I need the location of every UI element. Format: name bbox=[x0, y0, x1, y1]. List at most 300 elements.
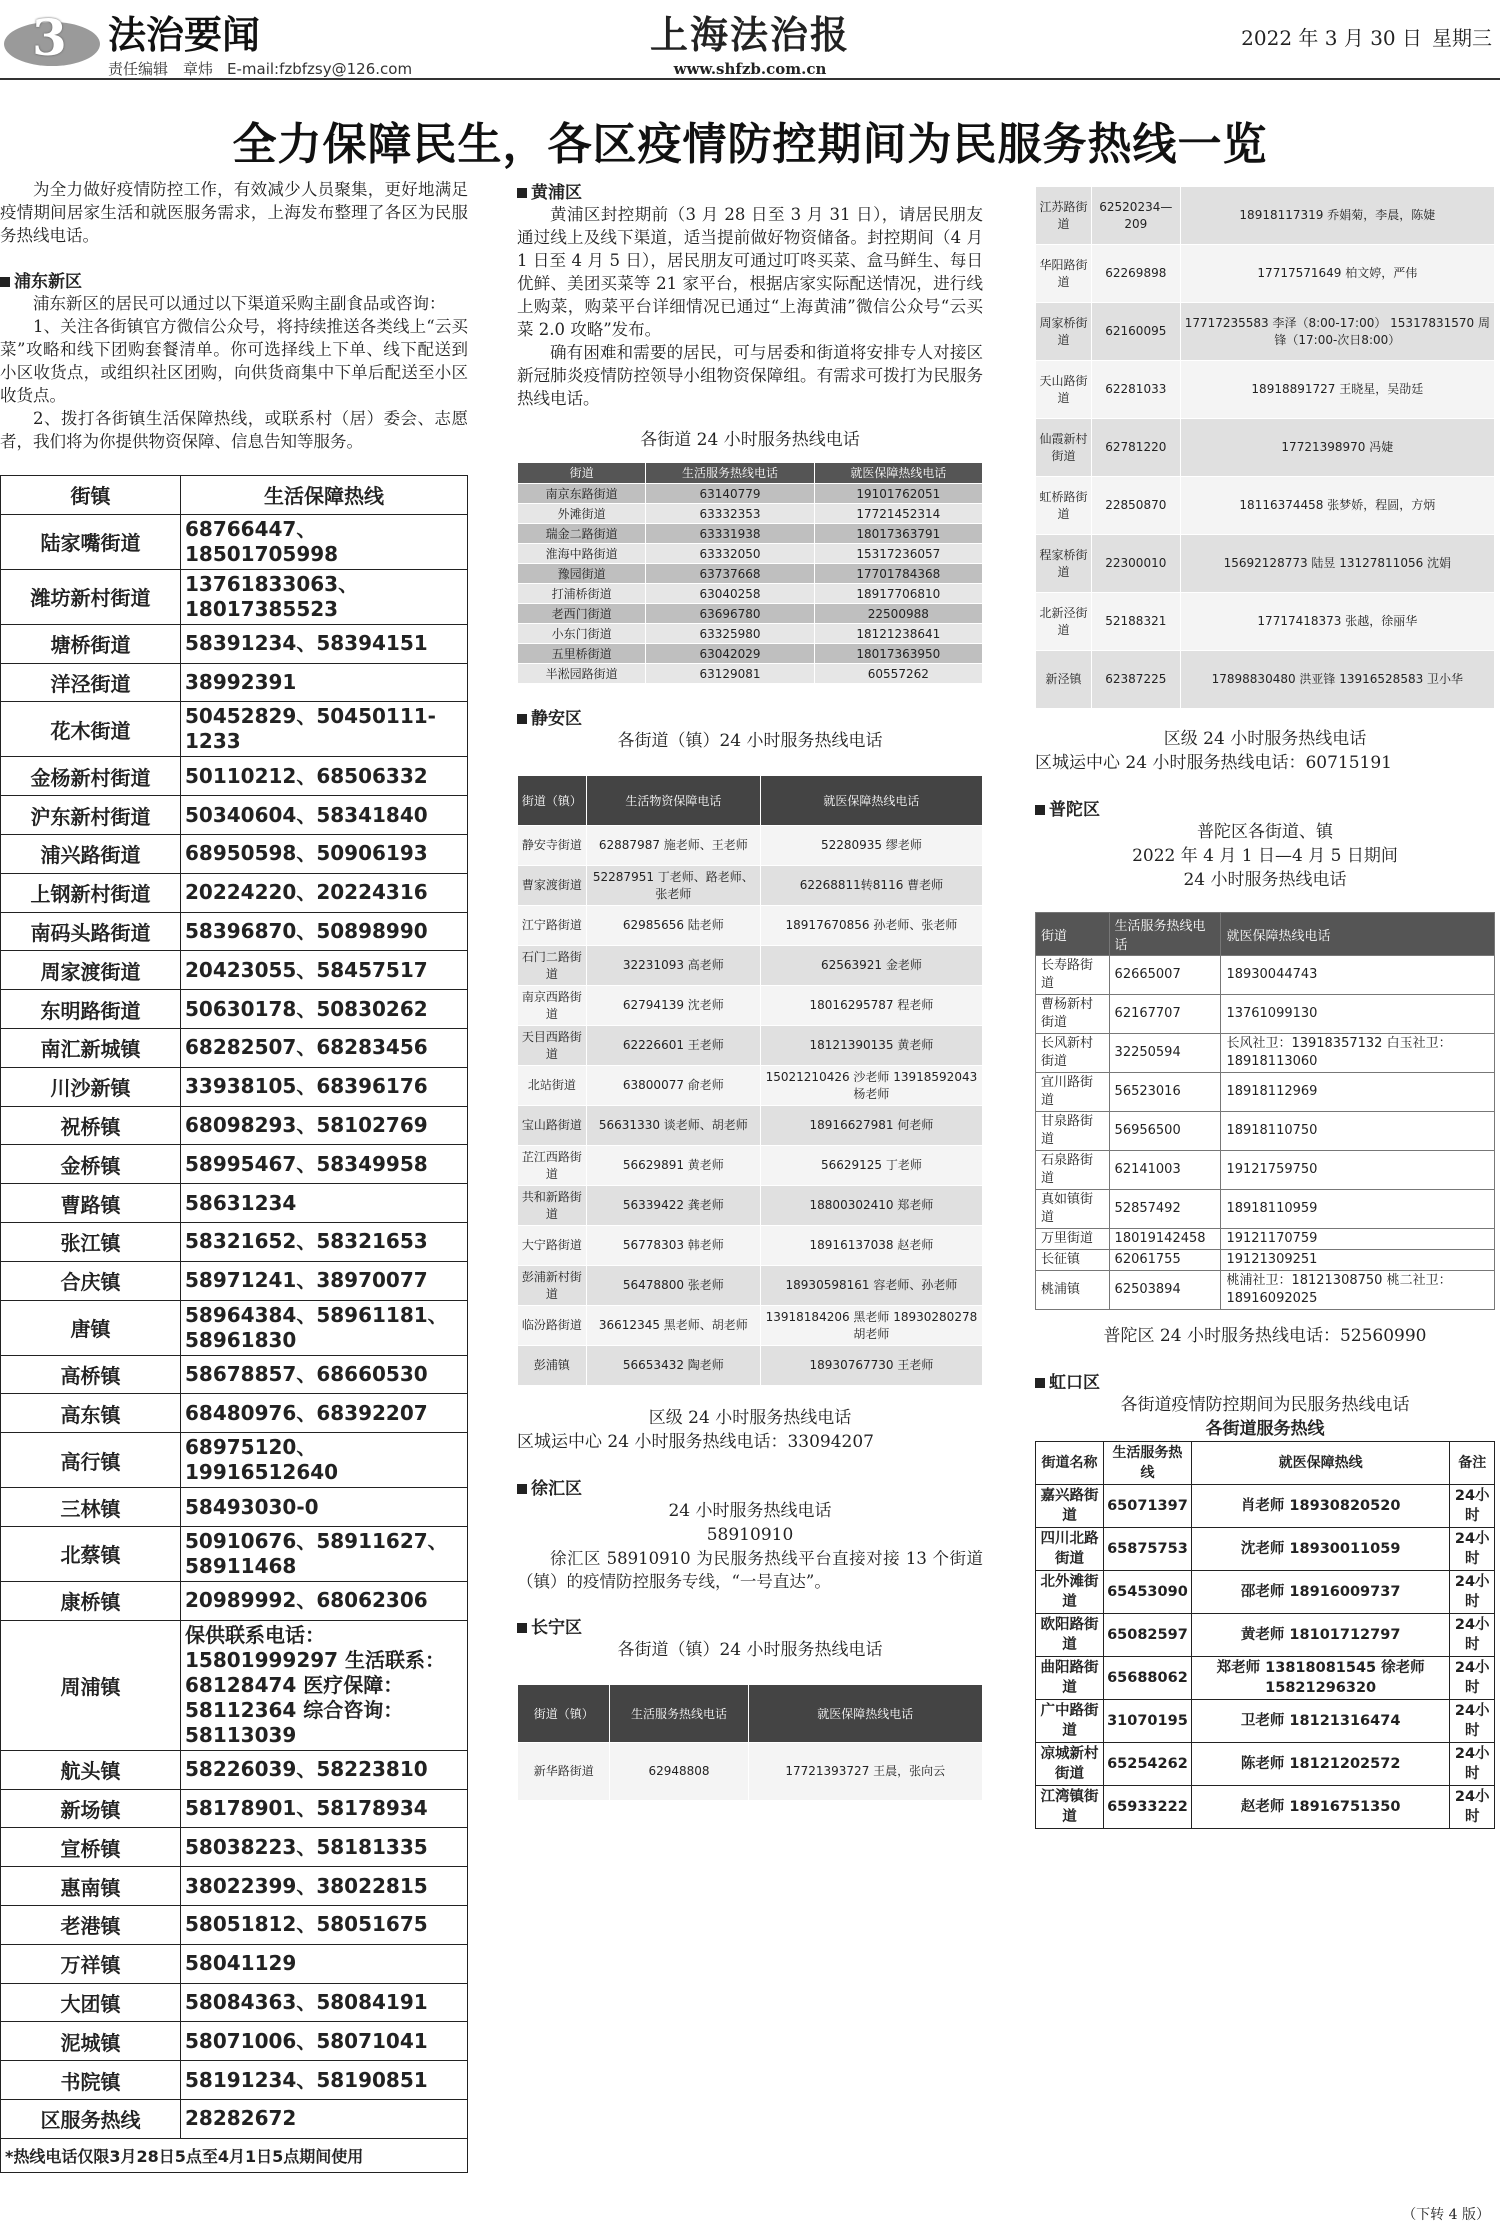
table-cell: 62269898 bbox=[1091, 245, 1180, 303]
table-cell: 58631234 bbox=[181, 1184, 468, 1223]
pudong-table bbox=[0, 475, 468, 2173]
table-row bbox=[518, 1146, 983, 1186]
table-cell: 31070195 bbox=[1103, 1700, 1191, 1743]
table-row bbox=[1036, 1657, 1495, 1700]
table-cell: 17717571649 柏文婷，严伟 bbox=[1180, 245, 1494, 303]
table-row bbox=[518, 866, 983, 906]
table-cell: 桃浦镇 bbox=[1036, 1271, 1110, 1310]
table-cell: 泥城镇 bbox=[1, 2022, 181, 2061]
table-row bbox=[518, 544, 983, 564]
table-cell: 18918110750 bbox=[1221, 1112, 1495, 1151]
jingan-table bbox=[517, 775, 983, 1386]
column-1 bbox=[0, 178, 468, 2173]
table-cell: 陈老师 18121202572 bbox=[1191, 1743, 1450, 1786]
table-row bbox=[518, 1266, 983, 1306]
table-cell: 17717418373 张越，徐丽华 bbox=[1180, 593, 1494, 651]
table-row bbox=[1036, 1112, 1495, 1151]
table-cell: 62226601 王老师 bbox=[586, 1026, 760, 1066]
district-line: 区级 24 小时服务热线电话 bbox=[648, 1408, 852, 1428]
table-cell: 合庆镇 bbox=[1, 1261, 181, 1300]
table-row bbox=[1036, 535, 1495, 593]
table-cell: 24小时 bbox=[1450, 1528, 1495, 1571]
table-note-row bbox=[1, 2138, 468, 2172]
table-row bbox=[1, 1789, 468, 1828]
table-cell: 28282672 bbox=[181, 2099, 468, 2138]
table-cell: 56631330 谈老师、胡老师 bbox=[586, 1106, 760, 1146]
table-cell: 黄老师 18101712797 bbox=[1191, 1614, 1450, 1657]
table-cell: 肖老师 18930820520 bbox=[1191, 1485, 1450, 1528]
table-cell: 花木街道 bbox=[1, 702, 181, 757]
table-cell: 彭浦镇 bbox=[518, 1346, 587, 1386]
table-row bbox=[518, 1106, 983, 1146]
table-cell: 50630178、50830262 bbox=[181, 990, 468, 1029]
table-cell: 60557262 bbox=[814, 664, 982, 684]
table-cell: 北蔡镇 bbox=[1, 1526, 181, 1581]
table-cell: 65254262 bbox=[1103, 1743, 1191, 1786]
table-row bbox=[518, 1226, 983, 1266]
text-line: 各街道疫情防控期间为民服务热线电话 bbox=[1120, 1395, 1410, 1415]
table-cell: 58226039、58223810 bbox=[181, 1750, 468, 1789]
table-cell: 52280935 缪老师 bbox=[760, 826, 982, 866]
table-cell: 南京东路街道 bbox=[518, 484, 646, 504]
table-cell: 65875753 bbox=[1103, 1528, 1191, 1571]
table-row bbox=[1, 1905, 468, 1944]
table-cell: 58191234、58190851 bbox=[181, 2061, 468, 2100]
table-cell: 新泾镇 bbox=[1036, 651, 1092, 709]
table-cell: 13761099130 bbox=[1221, 995, 1495, 1034]
table-row bbox=[1, 1488, 468, 1527]
table-cell: 18918112969 bbox=[1221, 1073, 1495, 1112]
table-cell: 南京西路街道 bbox=[518, 986, 587, 1026]
table-cell: 彭浦新村街道 bbox=[518, 1266, 587, 1306]
table-cell: 18121238641 bbox=[814, 624, 982, 644]
table-cell: 58391234、58394151 bbox=[181, 624, 468, 663]
table-cell: 68975120、19916512640 bbox=[181, 1433, 468, 1488]
table-row bbox=[1036, 1271, 1495, 1310]
table-cell: 南码头路街道 bbox=[1, 912, 181, 951]
paragraph: 徐汇区 58910910 为民服务热线平台直接对接 13 个街道（镇）的疫情防控服务专线，“一号直达”。 bbox=[517, 1549, 983, 1591]
table-row bbox=[1, 514, 468, 569]
table-row bbox=[1, 1983, 468, 2022]
table-cell: 63129081 bbox=[646, 664, 814, 684]
table-cell: 老港镇 bbox=[1, 1905, 181, 1944]
table-row bbox=[1, 1581, 468, 1620]
table-row bbox=[1, 873, 468, 912]
table-cell: 56478800 张老师 bbox=[586, 1266, 760, 1306]
table-cell: 小东门街道 bbox=[518, 624, 646, 644]
table-header: 生活服务热线电话 bbox=[646, 463, 814, 484]
table-cell: 22850870 bbox=[1091, 477, 1180, 535]
table-cell: 15317236057 bbox=[814, 544, 982, 564]
continued-note: （下转 4 版） bbox=[1402, 2207, 1490, 2223]
table-cell: 天目西路街道 bbox=[518, 1026, 587, 1066]
table-cell: 62563921 金老师 bbox=[760, 946, 982, 986]
table-cell: 北新泾街道 bbox=[1036, 593, 1092, 651]
table-cell: 56629125 丁老师 bbox=[760, 1146, 982, 1186]
table-cell: 24小时 bbox=[1450, 1485, 1495, 1528]
page-header bbox=[0, 0, 1500, 80]
table-cell: 18916627981 何老师 bbox=[760, 1106, 982, 1146]
table-cell: 金桥镇 bbox=[1, 1145, 181, 1184]
table-row bbox=[1036, 1190, 1495, 1229]
table-cell: 江湾镇街道 bbox=[1036, 1786, 1104, 1829]
table-cell: 五里桥街道 bbox=[518, 644, 646, 664]
table-row bbox=[1, 663, 468, 702]
table-cell: 长寿路街道 bbox=[1036, 956, 1110, 995]
table-row bbox=[1036, 303, 1495, 361]
table-cell: 62503894 bbox=[1109, 1271, 1221, 1310]
table-cell: 58071006、58071041 bbox=[181, 2022, 468, 2061]
table-row bbox=[1, 1620, 468, 1750]
table-row bbox=[1036, 956, 1495, 995]
table-row bbox=[1, 624, 468, 663]
table-cell: 18917670856 孙老师、张老师 bbox=[760, 906, 982, 946]
column-2 bbox=[517, 178, 983, 1801]
table-cell: 天山路街道 bbox=[1036, 361, 1092, 419]
table-cell: 豫园街道 bbox=[518, 564, 646, 584]
table-row bbox=[1036, 1743, 1495, 1786]
table-cell: 19121309251 bbox=[1221, 1250, 1495, 1271]
table-cell: 58038223、58181335 bbox=[181, 1828, 468, 1867]
district-line: 区级 24 小时服务热线电话 bbox=[1163, 729, 1367, 749]
table-cell: 63800077 俞老师 bbox=[586, 1066, 760, 1106]
paragraph: 黄浦区封控期前（3 月 28 日至 3 月 31 日），请居民朋友通过线上及线下渠道，适当提前做好物资储备。封控期间（4 月 1 日至 4 月 5 日），居民朋友可通过叮咚买菜、盒马鲜生、每日优鲜、美团买菜等 21 家平台，根据店家实际配送情况，进行线上购菜，购菜平台详细情况已通过“上海黄浦”微信公众号“云买菜 2.0 攻略”发布。 bbox=[517, 205, 983, 339]
table-cell: 陆家嘴街道 bbox=[1, 514, 181, 569]
table-cell: 63737668 bbox=[646, 564, 814, 584]
table-cell: 虹桥路街道 bbox=[1036, 477, 1092, 535]
table-row bbox=[1036, 1614, 1495, 1657]
table-cell: 甘泉路街道 bbox=[1036, 1112, 1110, 1151]
table-row bbox=[1036, 651, 1495, 709]
editor-line: 责任编辑 章炜 E-mail:fzbfzsy@126.com bbox=[108, 60, 413, 78]
table-cell: 川沙新镇 bbox=[1, 1067, 181, 1106]
table-row bbox=[1, 1433, 468, 1488]
table-cell: 18918891727 王晓星，吴劭廷 bbox=[1180, 361, 1494, 419]
table-cell: 航头镇 bbox=[1, 1750, 181, 1789]
table-row bbox=[518, 826, 983, 866]
table-cell: 沪东新村街道 bbox=[1, 796, 181, 835]
table-cell: 58051812、58051675 bbox=[181, 1905, 468, 1944]
hongkou-table bbox=[1035, 1441, 1495, 1829]
table-cell: 真如镇街道 bbox=[1036, 1190, 1110, 1229]
table-header-row bbox=[518, 1685, 983, 1743]
text-line: 24 小时服务热线电话 bbox=[668, 1501, 832, 1521]
table-cell: 58178901、58178934 bbox=[181, 1789, 468, 1828]
table-row bbox=[1, 951, 468, 990]
table-header: 生活保障热线 bbox=[181, 476, 468, 515]
table-cell: 18917706810 bbox=[814, 584, 982, 604]
table-cell: 四川北路街道 bbox=[1036, 1528, 1104, 1571]
table-cell: 华阳路街道 bbox=[1036, 245, 1092, 303]
section-heading-pudong: 浦东新区 bbox=[0, 267, 468, 292]
table-row bbox=[1, 912, 468, 951]
table-row bbox=[1036, 1073, 1495, 1112]
table-cell: 62160095 bbox=[1091, 303, 1180, 361]
table-cell: 63140779 bbox=[646, 484, 814, 504]
table-cell: 24小时 bbox=[1450, 1700, 1495, 1743]
table-row bbox=[518, 1346, 983, 1386]
table-cell: 63331938 bbox=[646, 524, 814, 544]
table-cell: 潍坊新村街道 bbox=[1, 569, 181, 624]
table-cell: 19101762051 bbox=[814, 484, 982, 504]
table-cell: 62985656 陆老师 bbox=[586, 906, 760, 946]
table-row bbox=[518, 624, 983, 644]
table-cell: 塘桥街道 bbox=[1, 624, 181, 663]
table-cell: 18116374458 张梦娇，程圆，方炳 bbox=[1180, 477, 1494, 535]
table-cell: 24小时 bbox=[1450, 1743, 1495, 1786]
district-line: 区城运中心 24 小时服务热线电话：60715191 bbox=[1035, 753, 1392, 773]
table-cell: 宝山路街道 bbox=[518, 1106, 587, 1146]
table-cell: 宣桥镇 bbox=[1, 1828, 181, 1867]
table-cell: 广中路街道 bbox=[1036, 1700, 1104, 1743]
table-header: 就医保障热线电话 bbox=[814, 463, 982, 484]
table-header: 街道 bbox=[1036, 913, 1110, 956]
table-cell: 62520234—209 bbox=[1091, 187, 1180, 245]
table-cell: 书院镇 bbox=[1, 2061, 181, 2100]
table-cell: 65453090 bbox=[1103, 1571, 1191, 1614]
table-cell: 高桥镇 bbox=[1, 1355, 181, 1394]
huangpu-table bbox=[517, 462, 983, 684]
table-row bbox=[1, 1067, 468, 1106]
table-row bbox=[518, 604, 983, 624]
table-cell: 68950598、50906193 bbox=[181, 834, 468, 873]
table-cell: 52188321 bbox=[1091, 593, 1180, 651]
issue-date: 2022 年 3 月 30 日 星期三 bbox=[1241, 26, 1492, 50]
table-row bbox=[1, 1222, 468, 1261]
table-row bbox=[1, 702, 468, 757]
table-cell: 唐镇 bbox=[1, 1300, 181, 1355]
table-cell: 沈老师 18930011059 bbox=[1191, 1528, 1450, 1571]
table-cell: 浦兴路街道 bbox=[1, 834, 181, 873]
table-row bbox=[1036, 593, 1495, 651]
table-row bbox=[518, 664, 983, 684]
article-title: 全力保障民生，各区疫情防控期间为民服务热线一览 bbox=[232, 119, 1268, 170]
table-cell: 石泉路街道 bbox=[1036, 1151, 1110, 1190]
table-cell: 康桥镇 bbox=[1, 1581, 181, 1620]
table-cell: 惠南镇 bbox=[1, 1867, 181, 1906]
table-cell: 58678857、68660530 bbox=[181, 1355, 468, 1394]
table-cell: 56778303 韩老师 bbox=[586, 1226, 760, 1266]
table-cell: 打浦桥街道 bbox=[518, 584, 646, 604]
table-cell: 62281033 bbox=[1091, 361, 1180, 419]
table-header-row bbox=[1036, 1442, 1495, 1485]
table-row bbox=[1, 796, 468, 835]
table-row bbox=[1, 2099, 468, 2138]
table-row bbox=[1036, 1786, 1495, 1829]
table-cell: 22300010 bbox=[1091, 535, 1180, 593]
table-cell: 50452829、50450111-1233 bbox=[181, 702, 468, 757]
section-heading-hongkou: 虹口区 bbox=[1035, 1368, 1495, 1393]
table-cell: 38022399、38022815 bbox=[181, 1867, 468, 1906]
table-row bbox=[1036, 1250, 1495, 1271]
table-row bbox=[518, 1066, 983, 1106]
table-cell: 北站街道 bbox=[518, 1066, 587, 1106]
table-row bbox=[518, 1306, 983, 1346]
table-cell: 68480976、68392207 bbox=[181, 1394, 468, 1433]
table-row bbox=[1036, 1528, 1495, 1571]
table-cell: 20224220、20224316 bbox=[181, 873, 468, 912]
table-cell: 区服务热线 bbox=[1, 2099, 181, 2138]
table-header: 街道 bbox=[518, 463, 646, 484]
table-cell: 北外滩街道 bbox=[1036, 1571, 1104, 1614]
table-cell: 宜川路街道 bbox=[1036, 1073, 1110, 1112]
table-row bbox=[518, 1743, 983, 1801]
table-cell: 18930598161 容老师、孙老师 bbox=[760, 1266, 982, 1306]
table-row bbox=[1036, 1151, 1495, 1190]
table-cell: 50910676、58911627、58911468 bbox=[181, 1526, 468, 1581]
table-cell: 大团镇 bbox=[1, 1983, 181, 2022]
table-cell: 56956500 bbox=[1109, 1112, 1221, 1151]
text-line: 24 小时服务热线电话 bbox=[1183, 870, 1347, 890]
table-row bbox=[1036, 1034, 1495, 1073]
table-cell: 13918184206 黑老师 18930280278 胡老师 bbox=[760, 1306, 982, 1346]
table-cell: 嘉兴路街道 bbox=[1036, 1485, 1104, 1528]
table-header: 就医保障热线 bbox=[1191, 1442, 1450, 1485]
table-cell: 24小时 bbox=[1450, 1786, 1495, 1829]
section-heading-huangpu: 黄浦区 bbox=[517, 178, 983, 203]
table-cell: 瑞金二路街道 bbox=[518, 524, 646, 544]
table-cell: 周家桥街道 bbox=[1036, 303, 1092, 361]
table-cell: 曹杨新村街道 bbox=[1036, 995, 1110, 1034]
table-cell: 58321652、58321653 bbox=[181, 1222, 468, 1261]
table-cell: 静安寺街道 bbox=[518, 826, 587, 866]
table-cell: 18800302410 郑老师 bbox=[760, 1186, 982, 1226]
table-row bbox=[1, 1261, 468, 1300]
section-heading-xuhui: 徐汇区 bbox=[517, 1474, 983, 1499]
table-row bbox=[1036, 419, 1495, 477]
table-row bbox=[518, 564, 983, 584]
table-cell: 共和新路街道 bbox=[518, 1186, 587, 1226]
table-row bbox=[518, 484, 983, 504]
table-row bbox=[1036, 245, 1495, 303]
table-cell: 17898830480 洪亚锋 13916528583 卫小华 bbox=[1180, 651, 1494, 709]
table-row bbox=[518, 1186, 983, 1226]
table-cell: 68766447、18501705998 bbox=[181, 514, 468, 569]
table-cell: 18930767730 王老师 bbox=[760, 1346, 982, 1386]
table-cell: 仙霞新村街道 bbox=[1036, 419, 1092, 477]
table-row bbox=[518, 946, 983, 986]
table-row bbox=[518, 504, 983, 524]
table-cell: 38992391 bbox=[181, 663, 468, 702]
table-row bbox=[518, 986, 983, 1026]
table-row bbox=[1, 1750, 468, 1789]
table-row bbox=[1, 1106, 468, 1145]
table-cell: 桃浦社卫：18121308750 桃二社卫：18916092025 bbox=[1221, 1271, 1495, 1310]
table-cell: 36612345 黑老师、胡老师 bbox=[586, 1306, 760, 1346]
table-cell: 南汇新城镇 bbox=[1, 1028, 181, 1067]
table-cell: 17721398970 冯婕 bbox=[1180, 419, 1494, 477]
table-cell: 50110212、68506332 bbox=[181, 757, 468, 796]
table-row bbox=[1, 1300, 468, 1355]
table-cell: 淮海中路街道 bbox=[518, 544, 646, 564]
table-cell: 62387225 bbox=[1091, 651, 1180, 709]
changning-table-part2 bbox=[1035, 186, 1495, 709]
table-header: 就医保障热线电话 bbox=[760, 776, 982, 826]
table-cell: 老西门街道 bbox=[518, 604, 646, 624]
table-header: 街道名称 bbox=[1036, 1442, 1104, 1485]
table-cell: 张江镇 bbox=[1, 1222, 181, 1261]
table-row bbox=[1, 757, 468, 796]
table-header: 街道（镇） bbox=[518, 776, 587, 826]
table-cell: 长征镇 bbox=[1036, 1250, 1110, 1271]
table-title: 各街道 24 小时服务热线电话 bbox=[640, 430, 860, 450]
table-cell: 63325980 bbox=[646, 624, 814, 644]
table-cell: 63332353 bbox=[646, 504, 814, 524]
table-cell: 58995467、58349958 bbox=[181, 1145, 468, 1184]
table-cell: 24小时 bbox=[1450, 1657, 1495, 1700]
table-cell: 58964384、58961181、58961830 bbox=[181, 1300, 468, 1355]
table-cell: 郑老师 13818081545 徐老师 15821296320 bbox=[1191, 1657, 1450, 1700]
table-cell: 56339422 龚老师 bbox=[586, 1186, 760, 1226]
text-line: 普陀区各街道、镇 bbox=[1197, 822, 1333, 842]
paragraph: 确有困难和需要的居民，可与居委和街道将安排专人对接区新冠肺炎疫情防控领导小组物资保障组。有需求可拨打为民服务热线电话。 bbox=[517, 343, 983, 408]
table-cell: 卫老师 18121316474 bbox=[1191, 1700, 1450, 1743]
table-row bbox=[1, 1867, 468, 1906]
table-header-row bbox=[518, 463, 983, 484]
table-cell: 曹路镇 bbox=[1, 1184, 181, 1223]
table-cell: 58084363、58084191 bbox=[181, 1983, 468, 2022]
table-cell: 曲阳路街道 bbox=[1036, 1657, 1104, 1700]
paragraph: 1、关注各街镇官方微信公众号，将持续推送各类线上“云买菜”攻略和线下团购套餐清单。你可选择线上下单、线下配送到小区收货点，或组织社区团购，向供货商集中下单后配送至小区收货点。 bbox=[0, 317, 468, 405]
table-cell: 新场镇 bbox=[1, 1789, 181, 1828]
table-cell: 赵老师 18916751350 bbox=[1191, 1786, 1450, 1829]
table-cell: 周家渡街道 bbox=[1, 951, 181, 990]
table-cell: 18930044743 bbox=[1221, 956, 1495, 995]
table-cell: 江苏路街道 bbox=[1036, 187, 1092, 245]
table-cell: 58493030-0 bbox=[181, 1488, 468, 1527]
table-cell: 芷江西路街道 bbox=[518, 1146, 587, 1186]
paragraph: 浦东新区的居民可以通过以下渠道采购主副食品或咨询： bbox=[33, 294, 446, 313]
paragraph: 2、拨打各街镇生活保障热线，或联系村（居）委会、志愿者，我们将为你提供物资保障、信息告知等服务。 bbox=[0, 409, 468, 451]
table-cell: 石门二路街道 bbox=[518, 946, 587, 986]
table-cell: 上钢新村街道 bbox=[1, 873, 181, 912]
table-cell: 保供联系电话：15801999297 生活联系：68128474 医疗保障：58112364 综合咨询：58113039 bbox=[181, 1620, 468, 1750]
table-cell: 56653432 陶老师 bbox=[586, 1346, 760, 1386]
table-row bbox=[1, 569, 468, 624]
table-cell: 18916137038 赵老师 bbox=[760, 1226, 982, 1266]
table-cell: 周浦镇 bbox=[1, 1620, 181, 1750]
table-cell: 长风新村街道 bbox=[1036, 1034, 1110, 1073]
table-cell: 15692128773 陆昱 13127811056 沈娟 bbox=[1180, 535, 1494, 593]
table-cell: 62887987 施老师、王老师 bbox=[586, 826, 760, 866]
table-header: 生活服务热线 bbox=[1103, 1442, 1191, 1485]
table-cell: 58396870、50898990 bbox=[181, 912, 468, 951]
table-row bbox=[1, 1526, 468, 1581]
table-header: 生活服务热线电话 bbox=[610, 1685, 748, 1743]
table-header: 街镇 bbox=[1, 476, 181, 515]
table-cell: 32231093 高老师 bbox=[586, 946, 760, 986]
table-cell: 凉城新村街道 bbox=[1036, 1743, 1104, 1786]
table-cell: 17701784368 bbox=[814, 564, 982, 584]
table-cell: *热线电话仅限3月28日5点至4月1日5点期间使用 bbox=[1, 2138, 468, 2172]
table-cell: 20989992、68062306 bbox=[181, 1581, 468, 1620]
section-heading-jingan: 静安区 bbox=[517, 704, 983, 729]
table-cell: 50340604、58341840 bbox=[181, 796, 468, 835]
table-row bbox=[1036, 1571, 1495, 1614]
table-cell: 56523016 bbox=[1109, 1073, 1221, 1112]
table-row bbox=[1, 1944, 468, 1983]
table-row bbox=[1, 834, 468, 873]
district-line: 普陀区 24 小时服务热线电话：52560990 bbox=[1103, 1326, 1427, 1346]
table-cell: 高行镇 bbox=[1, 1433, 181, 1488]
table-cell: 63040258 bbox=[646, 584, 814, 604]
table-cell: 半淞园路街道 bbox=[518, 664, 646, 684]
table-cell: 东明路街道 bbox=[1, 990, 181, 1029]
table-cell: 58041129 bbox=[181, 1944, 468, 1983]
site-url: www.shfzb.com.cn bbox=[673, 60, 827, 78]
table-cell: 62781220 bbox=[1091, 419, 1180, 477]
table-row bbox=[1036, 1485, 1495, 1528]
